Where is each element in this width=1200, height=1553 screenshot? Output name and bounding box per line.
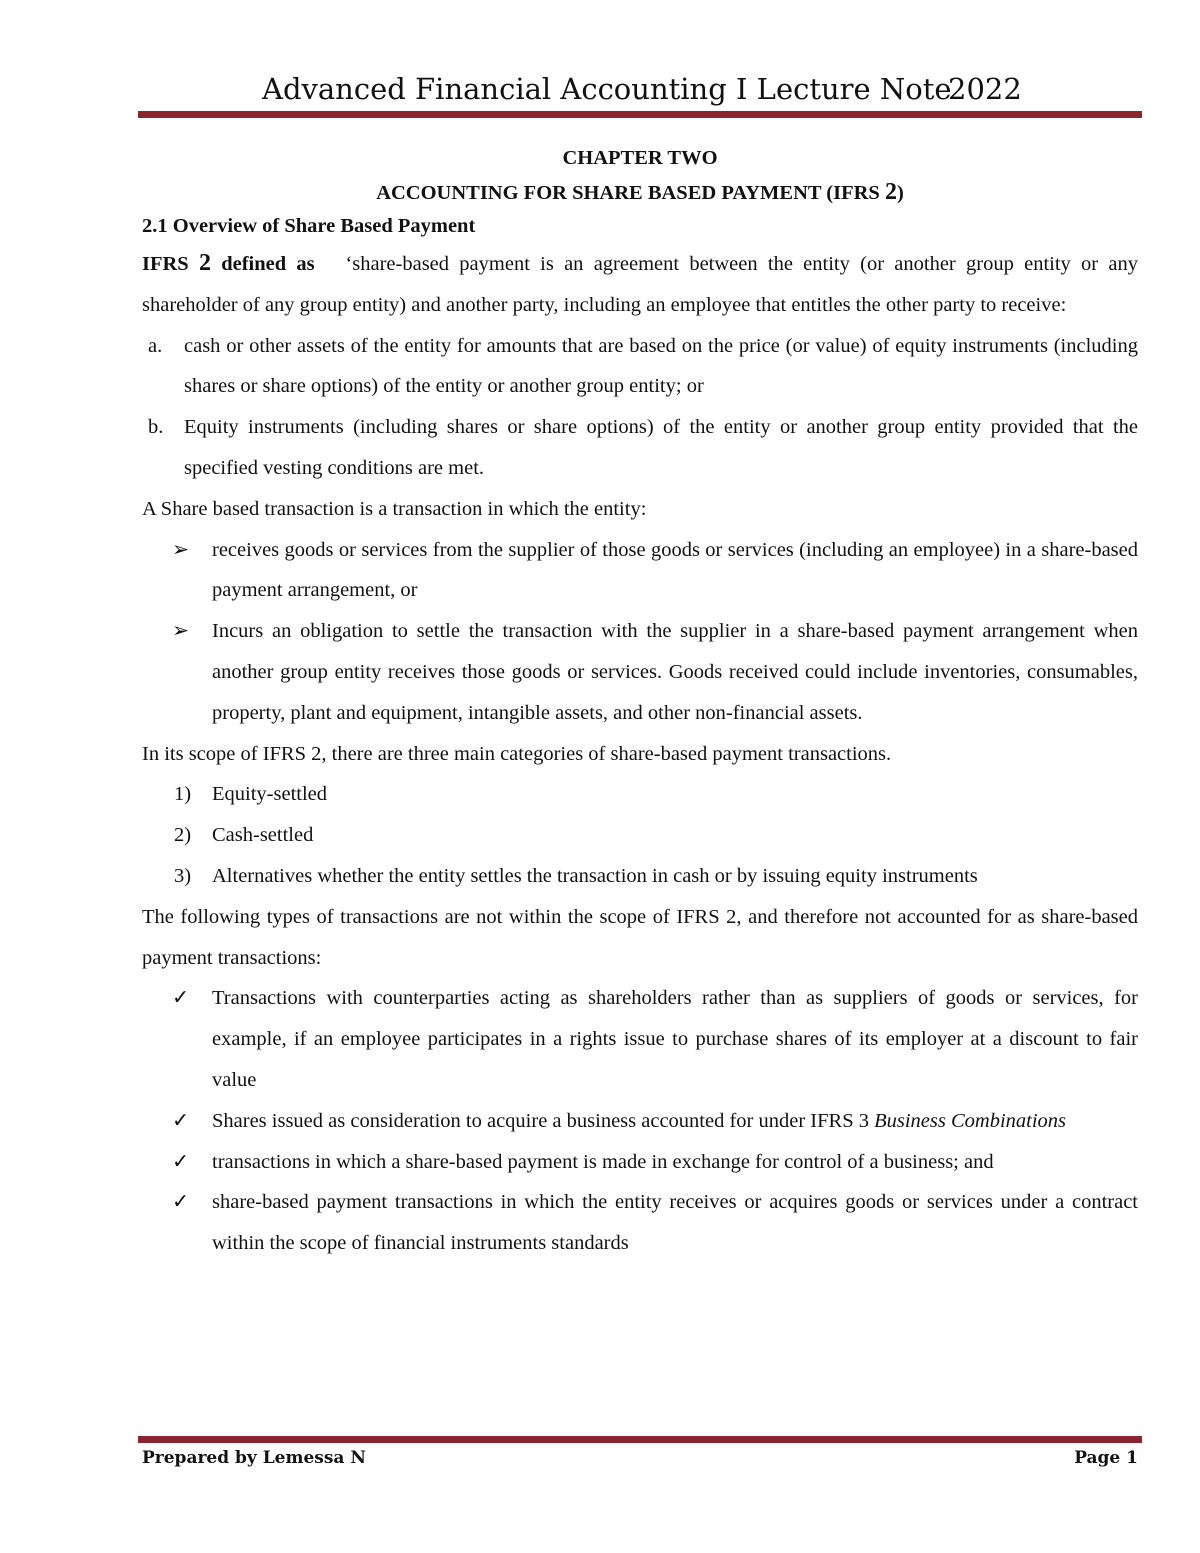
checkmark-icon: ✓ (172, 1191, 190, 1214)
definition-label-prefix: IFRS (142, 253, 199, 275)
list-item-text: receives goods or services from the supplier of those goods or services (including an employee) in a share-based payment arrangement, or (212, 538, 1138, 602)
list-item-text: cash or other assets of the entity for amounts that are based on the price (or value) of equity instruments (including shares or share options) of the entity or another group entity; or (184, 334, 1138, 398)
list-item-text: share-based payment transactions in which the entity receives or acquires goods or services under a contract within the scope of financial instruments standards (212, 1191, 1138, 1255)
list-item (142, 530, 1138, 612)
list-item-text: Shares issued as consideration to acquire a business accounted for under IFRS 3 (212, 1109, 875, 1132)
footer-author: Prepared by Lemessa N (142, 1448, 366, 1468)
page-header (138, 72, 1142, 112)
definition-label-suffix: defined as (210, 253, 315, 275)
chapter-title-number: 2 (884, 179, 897, 205)
chapter-title-text: ACCOUNTING FOR SHARE BASED PAYMENT (IFRS (376, 182, 885, 204)
list-item (142, 1182, 1138, 1264)
list-item-text: Equity-settled (212, 783, 328, 806)
list-marker: 3) (174, 864, 192, 887)
chapter-title-suffix: ) (896, 182, 904, 204)
category-list (142, 774, 1138, 896)
list-item-text: Transactions with counterparties acting as shareholders rather than as suppliers of goods or services, for example, if an employee participates in a rights issue to purchase shares of its employer at a discount to fair value (212, 987, 1138, 1091)
header-rule (138, 111, 1142, 118)
chapter-number: CHAPTER TWO (562, 147, 718, 169)
page-number: Page 1 (1074, 1448, 1138, 1468)
list-item (142, 611, 1138, 733)
footer-rule (138, 1436, 1142, 1443)
list-item-italic: Business Combinations (874, 1109, 1067, 1132)
list-item (142, 815, 1138, 856)
list-item (142, 856, 1138, 897)
list-item-text: Equity instruments (including shares or share options) of the entity or another group entity provided that the specified vesting conditions are met. (184, 416, 1138, 479)
checkmark-icon: ✓ (172, 1150, 190, 1173)
list-marker: 2) (174, 824, 192, 847)
list-item-text: Cash-settled (212, 824, 314, 847)
header-year: 2022 (948, 72, 1022, 106)
list-item (142, 1142, 1138, 1183)
transaction-list (142, 530, 1138, 734)
list-item-text: Alternatives whether the entity settles the transaction in cash or by issuing equity instruments (212, 864, 978, 887)
page-body (142, 141, 1138, 1264)
list-item (142, 774, 1138, 815)
checkmark-icon: ✓ (172, 1109, 190, 1132)
definition-label-number: 2 (198, 250, 211, 276)
list-item (142, 1101, 1138, 1142)
checkmark-icon: ✓ (172, 987, 190, 1010)
transaction-intro: A Share based transaction is a transaction in which the entity: (142, 497, 647, 520)
section-title: 2.1 Overview of Share Based Payment (142, 215, 476, 237)
list-marker: a. (148, 334, 163, 357)
list-item (142, 978, 1138, 1100)
chapter-title (142, 175, 1138, 209)
exclusion-intro: The following types of transactions are not within the scope of IFRS 2, and therefore not accounted for as share-based payment transactions: (142, 905, 1138, 969)
list-marker: b. (148, 416, 164, 439)
list-item-text: transactions in which a share-based payment is made in exchange for control of a business; and (212, 1150, 994, 1173)
definition-list (142, 326, 1138, 489)
definition-paragraph (142, 243, 1138, 326)
list-marker: 1) (174, 783, 192, 806)
scope-intro: In its scope of IFRS 2, there are three main categories of share-based payment transactions. (142, 742, 892, 765)
list-item (142, 326, 1138, 408)
list-item (142, 407, 1138, 489)
header-title: Advanced Financial Accounting I Lecture Note (262, 72, 952, 106)
arrow-bullet-icon: ➢ (172, 620, 190, 643)
list-item-text: Incurs an obligation to settle the transaction with the supplier in a share-based payment arrangement when another group entity receives those goods or services. Goods received could include inventories, consumables, property, plant and equipment, intangible assets, and other non-financial assets. (212, 620, 1138, 724)
arrow-bullet-icon: ➢ (172, 538, 190, 561)
definition-label (142, 250, 315, 276)
exclusion-list (142, 978, 1138, 1264)
definition-text: ‘share-based payment is an agreement between the entity (or another group entity or any shareholder of any group entity) and another party, including an employee that entitles the other party to receive: (142, 253, 1138, 316)
